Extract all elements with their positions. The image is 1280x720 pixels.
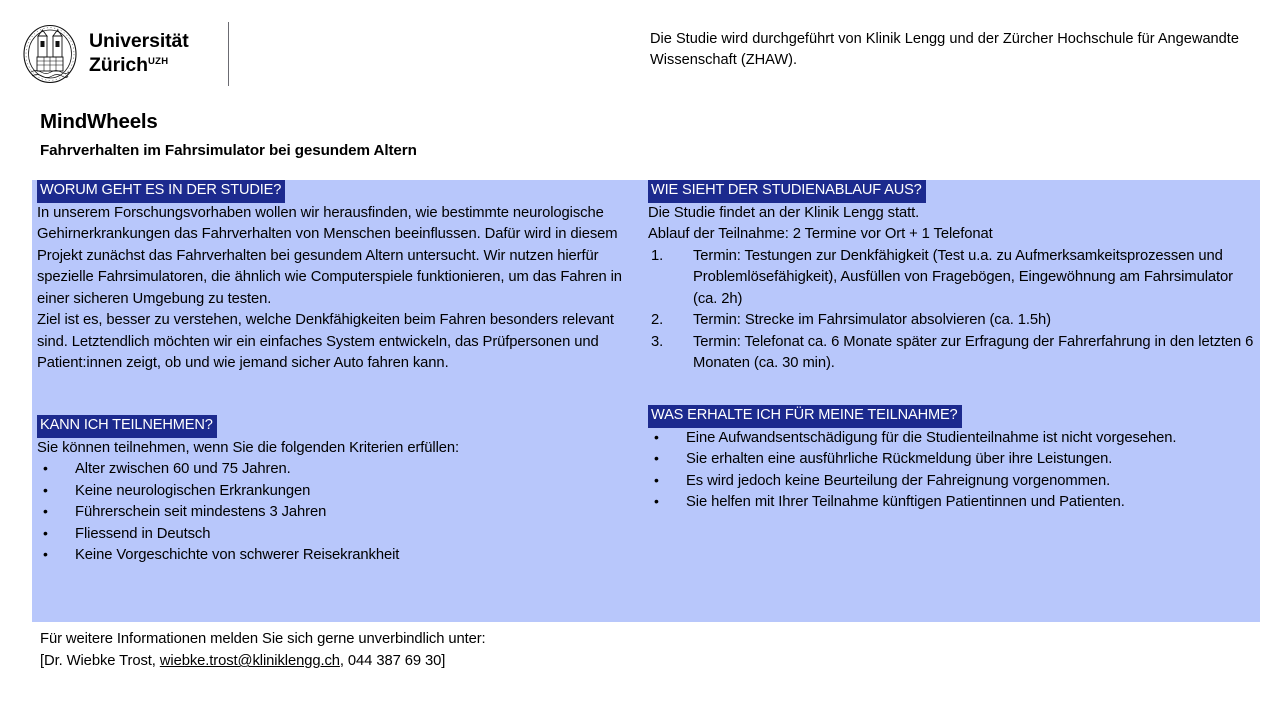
section-ablauf [648,180,1258,375]
spacer [37,375,632,415]
contact-details [40,650,740,672]
list-item [648,310,1258,332]
contact-prefix: [Dr. Wiebke Trost, [40,653,160,670]
left-column [37,180,632,567]
right-column [648,180,1258,514]
section-worum-paragraph-2: Ziel ist es, besser zu verstehen, welche Denkfähigkeiten beim Fahren besonders relevant sind. Letztendlich möchten wir ein einfaches System entwickeln, das Prüfpersonen und Patient:innen zeigt, ob und wie jemand sicher Auto fahren kann. [37,312,614,372]
section-erhalte [648,405,1258,514]
header [0,0,1280,100]
section-worum [37,180,632,375]
list-item: • Führerschein seit mindestens 3 Jahren [37,502,632,524]
page-title: MindWheels [40,110,158,133]
list-item: • Es wird jedoch keine Beurteilung der Fahreignung vorgenommen. [648,471,1258,493]
section-ablauf-heading: WIE SIEHT DER STUDIENABLAUF AUS? [648,180,926,203]
uzh-seal-icon [22,24,78,84]
section-teilnehmen-intro: Sie können teilnehmen, wenn Sie die folgenden Kriterien erfüllen: [37,439,460,456]
list-item: • Keine neurologischen Erkrankungen [37,481,632,503]
list-item: • Eine Aufwandsentschädigung für die Studienteilnahme ist nicht vorgesehen. [648,428,1258,450]
step-text: Termin: Telefonat ca. 6 Monate später zur Erfragung der Fahrerfahrung in den letzten 6 Monaten (ca. 30 min). [693,333,1254,372]
list-item: • Sie erhalten eine ausführliche Rückmeldung über ihre Leistungen. [648,449,1258,471]
section-worum-body [37,203,632,375]
list-item [648,332,1258,375]
content-panel [32,180,1260,622]
list-item: • Fliessend in Deutsch [37,524,632,546]
contact-intro: Für weitere Informationen melden Sie sich gerne unverbindlich unter: [40,631,486,647]
section-teilnehmen [37,415,632,567]
list-item [648,246,1258,311]
section-ablauf-line-2: Ablauf der Teilnahme: 2 Termine vor Ort + 1 Telefonat [648,226,993,243]
list-item: • Sie helfen mit Ihrer Teilnahme künftigen Patientinnen und Patienten. [648,492,1258,514]
contact-footer [40,628,740,672]
section-ablauf-line-1: Die Studie findet an der Klinik Lengg statt. [648,204,920,221]
uzh-wordmark-line1: Universität [89,30,189,53]
header-divider [228,22,229,86]
uzh-wordmark [89,30,189,78]
spacer [648,375,1258,405]
contact-email-link[interactable]: wiebke.trost@kliniklengg.ch [159,653,340,670]
page-subtitle: Fahrverhalten im Fahrsimulator bei gesundem Altern [40,142,417,159]
step-number: 2. [651,312,664,329]
section-teilnehmen-heading: KANN ICH TEILNEHMEN? [37,415,217,438]
uzh-logo [22,24,189,84]
section-worum-paragraph-1: In unserem Forschungsvorhaben wollen wir herausfinden, wie bestimmte neurologische Gehirnerkrankungen das Fahrverhalten von Menschen beeinflussen. Dafür wird in diesem Projekt zunächst das Fahrverhalten bei gesundem Altern untersucht. Wir nutzen hierfür spezielle Fahrsimulatoren, die ähnlich wie Computerspiele funktionieren, um das Fahren in einer sicheren Umgebung zu testen. [37,204,622,307]
study-partners-note: Die Studie wird durchgeführt von Klinik Lengg und der Zürcher Hochschule für Angewandte Wissenschaft (ZHAW). [650,31,1239,69]
section-erhalte-heading: WAS ERHALTE ICH FÜR MEINE TEILNAHME? [648,405,962,428]
contact-suffix: , 044 387 69 30] [339,653,446,670]
step-number: 3. [651,333,664,350]
uzh-wordmark-line2: Zürich$^{UZH}$ [89,54,169,76]
step-text: Termin: Testungen zur Denkfähigkeit (Test u.a. zu Aufmerksamkeitsprozessen und Problemlösefähigkeit), Ausfüllen von Fragebögen, Eingewöhnung am Fahrsimulator (ca. 2h) [693,247,1233,307]
list-item: • Keine Vorgeschichte von schwerer Reisekrankheit [37,545,632,567]
list-item: • Alter zwischen 60 und 75 Jahren. [37,459,632,481]
step-text: Termin: Strecke im Fahrsimulator absolvieren (ca. 1.5h) [693,312,1051,329]
section-worum-heading: WORUM GEHT ES IN DER STUDIE? [37,180,285,203]
ablauf-steps-list [648,246,1258,375]
step-number: 1. [651,247,664,264]
benefits-list [648,428,1258,514]
uzh-wordmark-sup: UZH [148,56,169,67]
criteria-list [37,459,632,567]
